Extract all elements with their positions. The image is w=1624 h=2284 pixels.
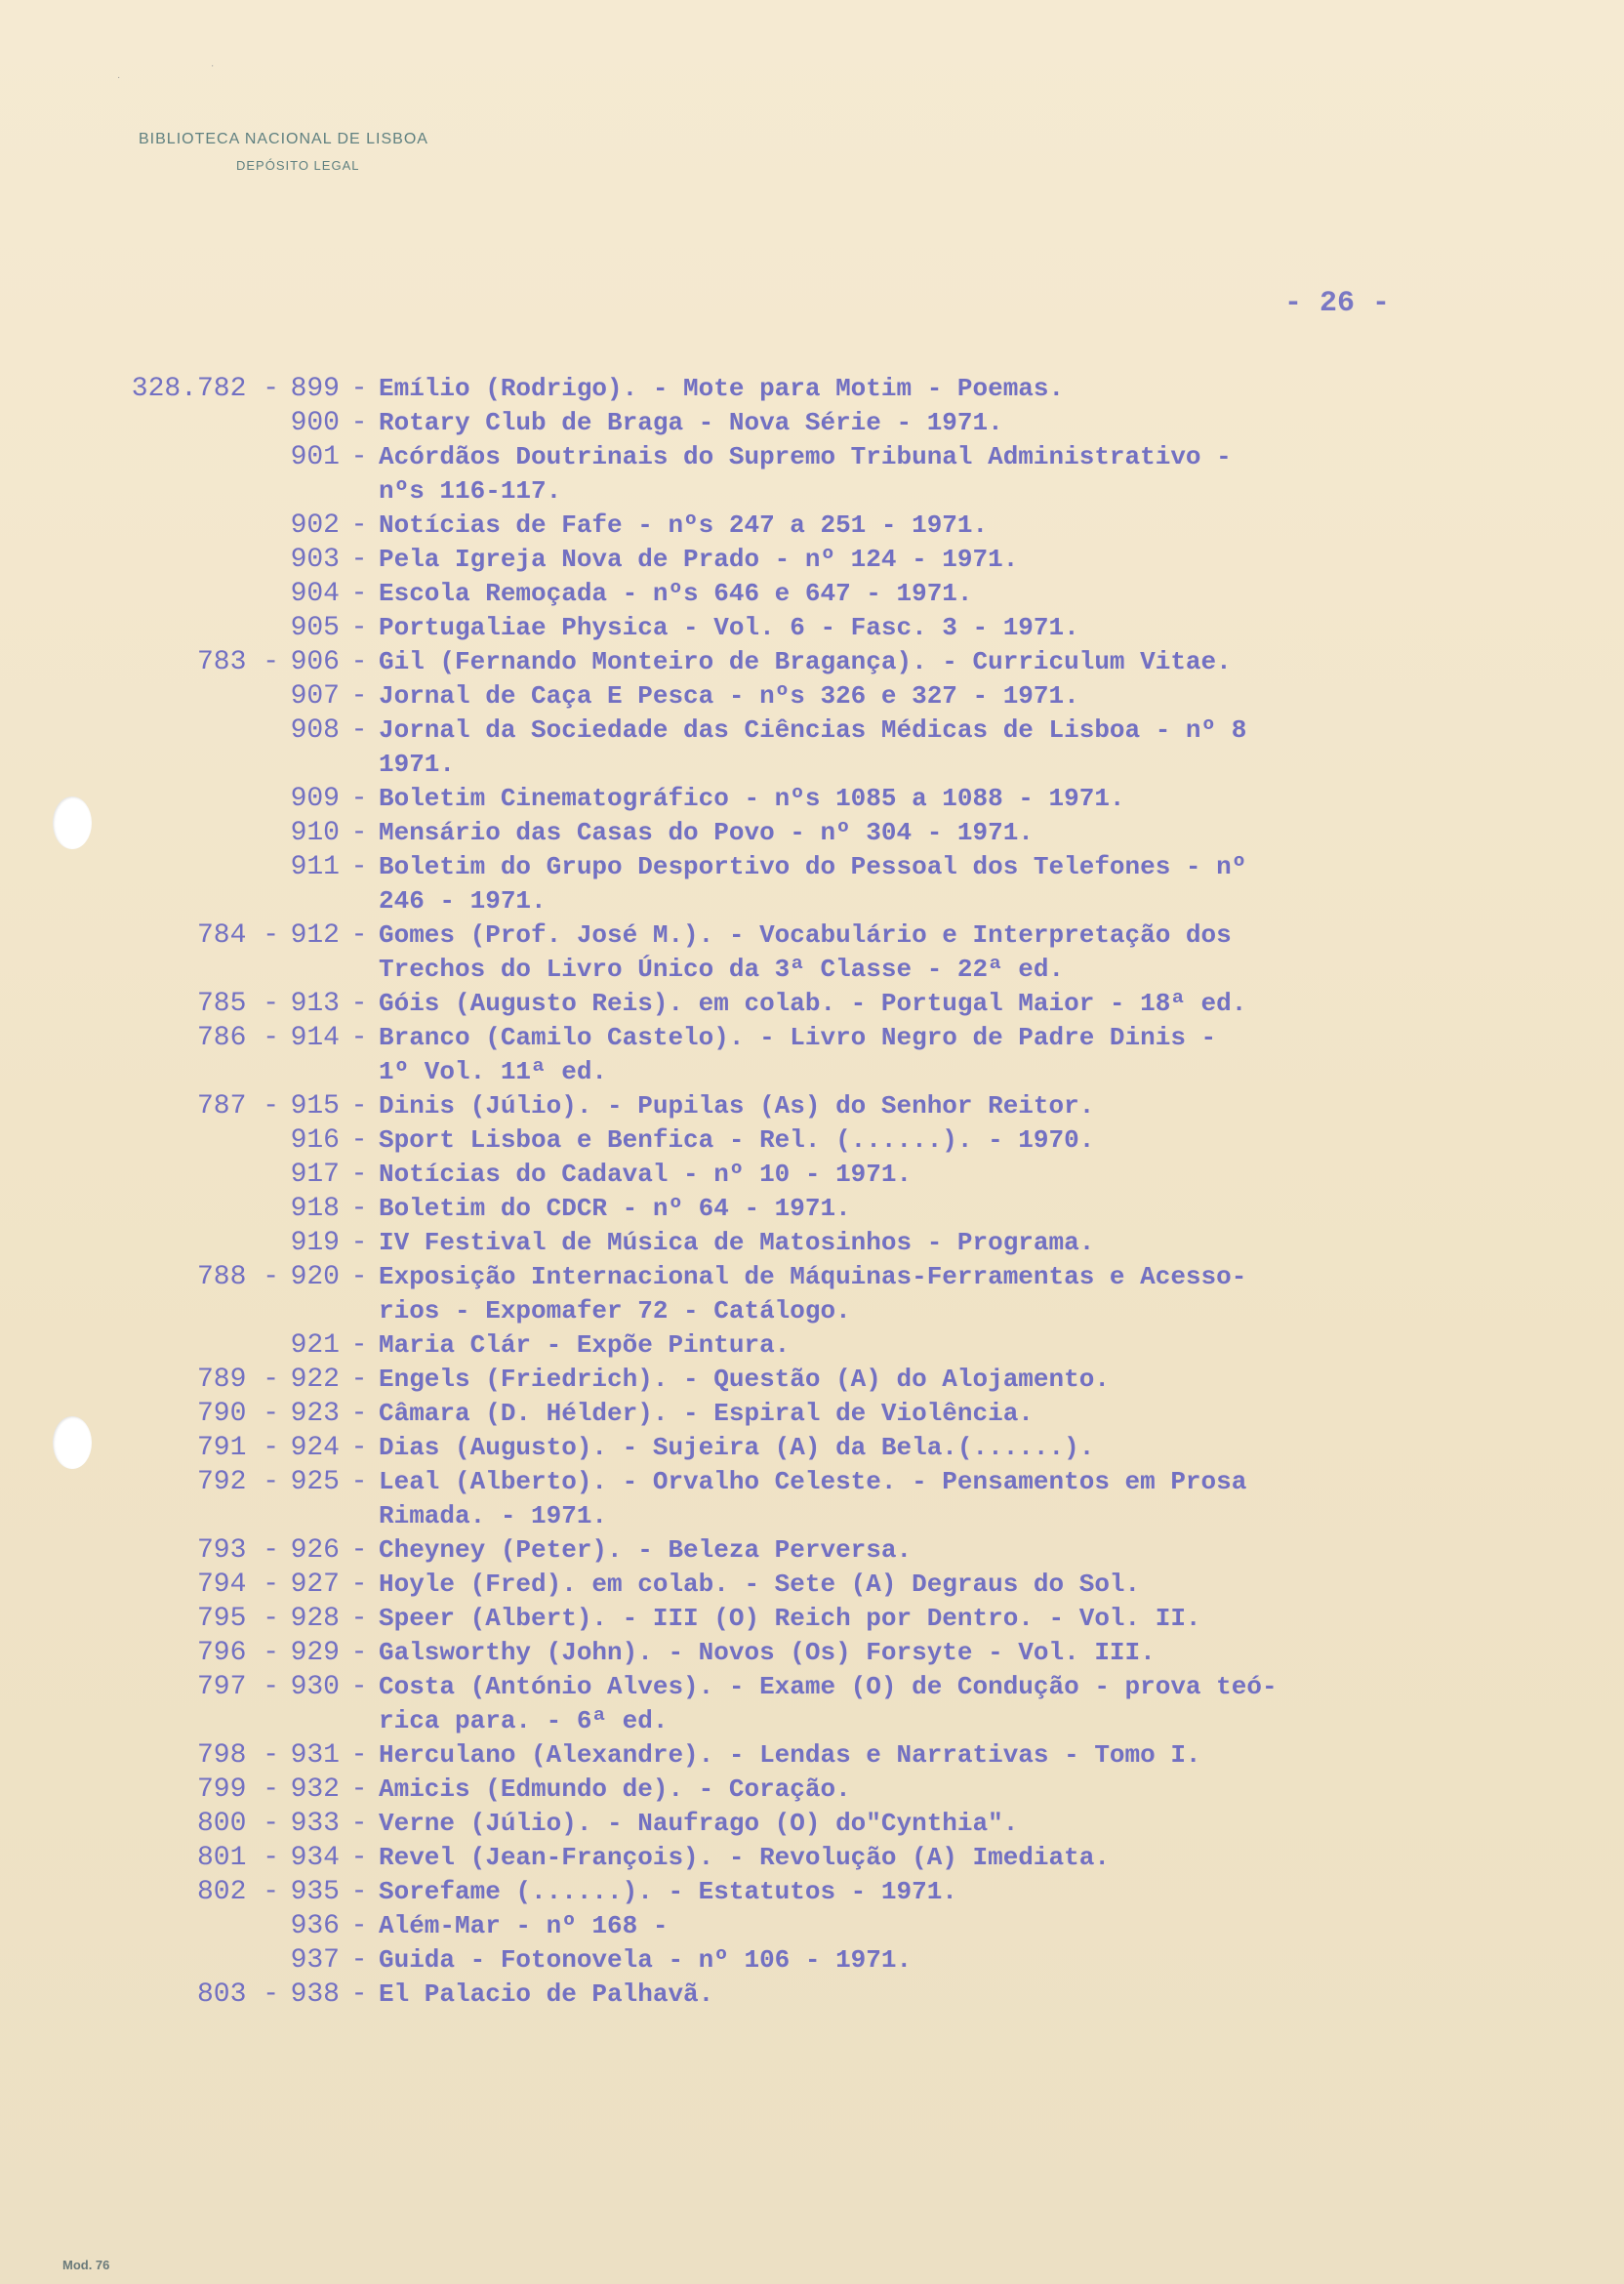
call-number: 789 - [196,1365,279,1395]
entry-number: 933 [290,1809,340,1839]
dash-separator: - [350,1433,368,1463]
dash-separator: - [350,1911,368,1941]
list-item [107,577,1571,611]
list-item [107,1738,1571,1773]
list-item [107,440,1571,509]
entry-text [379,1021,1501,1089]
dash-separator: - [350,1774,368,1805]
list-item [107,1978,1571,2012]
call-number: 797 - [196,1672,279,1702]
entry-text [379,816,1501,850]
entry-number: 910 [290,818,340,848]
entry-number: 929 [290,1638,340,1668]
entry-number: 932 [290,1774,340,1805]
entry-text [379,645,1501,679]
entry-line: 246 - 1971. [379,886,547,916]
dash-separator: - [350,920,368,951]
entry-line: Portugaliae Physica - Vol. 6 - Fasc. 3 - 1971. [379,613,1079,642]
list-item [107,645,1571,679]
entry-text [379,1909,1501,1943]
entry-number: 901 [290,442,340,472]
list-item [107,782,1571,816]
entry-line: Rotary Club de Braga - Nova Série - 1971. [379,408,1003,437]
entry-number: 903 [290,545,340,575]
entry-number: 920 [290,1262,340,1292]
entry-number: 931 [290,1740,340,1771]
dash-separator: - [350,1740,368,1771]
entry-line: Notícias do Cadaval - nº 10 - 1971. [379,1160,913,1189]
dash-separator: - [350,784,368,814]
dash-separator: - [350,818,368,848]
entry-line: Mensário das Casas do Povo - nº 304 - 1971. [379,818,1034,847]
list-item [107,372,1571,406]
entry-number: 915 [290,1091,340,1122]
entry-text [379,918,1501,987]
call-number: 802 - [196,1877,279,1907]
call-number: 783 - [196,647,279,677]
entry-number: 924 [290,1433,340,1463]
entry-line: Emílio (Rodrigo). - Mote para Motim - Poemas. [379,374,1065,403]
list-item [107,1773,1571,1807]
list-item [107,1158,1571,1192]
form-code: Mod. 76 [62,2258,110,2272]
call-number: 800 - [196,1809,279,1839]
call-number: 794 - [196,1570,279,1600]
entry-line: Guida - Fotonovela - nº 106 - 1971. [379,1945,913,1975]
dash-separator: - [350,579,368,609]
entry-number: 899 [290,374,340,404]
entry-text [379,679,1501,714]
list-item [107,1841,1571,1875]
deposit-listing [107,372,1571,2012]
entry-number: 909 [290,784,340,814]
entry-number: 913 [290,989,340,1019]
entry-number: 906 [290,647,340,677]
list-item [107,611,1571,645]
call-number: 787 - [196,1091,279,1122]
list-item [107,850,1571,918]
entry-line: Trechos do Livro Único da 3ª Classe - 22ª ed. [379,955,1065,984]
entry-line: Além-Mar - nº 168 - [379,1911,669,1940]
list-item [107,1328,1571,1363]
dash-separator: - [350,1365,368,1395]
entry-line: Amicis (Edmundo de). - Coração. [379,1774,851,1804]
entry-number: 927 [290,1570,340,1600]
letterhead [139,131,428,173]
entry-line: Galsworthy (John). - Novos (Os) Forsyte - Vol. III. [379,1638,1156,1667]
dash-separator: - [350,1160,368,1190]
entry-text [379,1568,1501,1602]
entry-text [379,1773,1501,1807]
dash-separator: - [350,1262,368,1292]
entry-number: 937 [290,1945,340,1976]
entry-number: 900 [290,408,340,438]
list-item [107,1192,1571,1226]
entry-number: 907 [290,681,340,712]
call-number: 803 - [196,1979,279,2010]
punch-hole-icon [53,796,92,849]
call-number: 328.782 - [131,374,279,404]
call-number: 784 - [196,920,279,951]
entry-number: 905 [290,613,340,643]
entry-text [379,1670,1501,1738]
list-item [107,918,1571,987]
entry-line: Góis (Augusto Reis). em colab. - Portugal Maior - 18ª ed. [379,989,1247,1018]
call-number: 796 - [196,1638,279,1668]
entry-line: Speer (Albert). - III (O) Reich por Dentro. - Vol. II. [379,1604,1201,1633]
entry-line: rios - Expomafer 72 - Catálogo. [379,1296,851,1326]
dash-separator: - [350,1877,368,1907]
entry-line: Engels (Friedrich). - Questão (A) do Alojamento. [379,1365,1110,1394]
dash-separator: - [350,1399,368,1429]
entry-text [379,406,1501,440]
entry-line: Jornal da Sociedade das Ciências Médicas de Lisboa - nº 8 [379,715,1247,745]
entry-text [379,1226,1501,1260]
dash-separator: - [350,989,368,1019]
entry-text [379,1431,1501,1465]
entry-number: 908 [290,715,340,746]
dash-separator: - [350,1979,368,2010]
entry-text [379,543,1501,577]
dash-separator: - [350,613,368,643]
entry-number: 918 [290,1194,340,1224]
entry-number: 923 [290,1399,340,1429]
call-number: 798 - [196,1740,279,1771]
dash-separator: - [350,1638,368,1668]
list-item [107,509,1571,543]
dash-separator: - [350,647,368,677]
dash-separator: - [350,1091,368,1122]
list-item [107,406,1571,440]
dash-separator: - [350,1467,368,1497]
entry-text [379,1465,1501,1533]
list-item [107,1875,1571,1909]
entry-line: IV Festival de Música de Matosinhos - Programa. [379,1228,1095,1257]
entry-text [379,1123,1501,1158]
call-number: 799 - [196,1774,279,1805]
dash-separator: - [350,1228,368,1258]
call-number: 786 - [196,1023,279,1053]
entry-line: Câmara (D. Hélder). - Espiral de Violência. [379,1399,1034,1428]
entry-line: rica para. - 6ª ed. [379,1706,669,1735]
entry-line: Hoyle (Fred). em colab. - Sete (A) Degraus do Sol. [379,1570,1141,1599]
dash-separator: - [350,852,368,882]
list-item [107,543,1571,577]
entry-number: 934 [290,1843,340,1873]
dash-separator: - [350,681,368,712]
dash-separator: - [350,1570,368,1600]
entry-text [379,611,1501,645]
list-item [107,1807,1571,1841]
entry-number: 925 [290,1467,340,1497]
entry-text [379,782,1501,816]
paper-speck-icon: · [211,61,215,71]
dash-separator: - [350,1604,368,1634]
list-item [107,816,1571,850]
entry-number: 922 [290,1365,340,1395]
entry-text [379,987,1501,1021]
entry-number: 935 [290,1877,340,1907]
entry-line: Branco (Camilo Castelo). - Livro Negro de Padre Dinis - [379,1023,1217,1052]
page-number: - 26 - [1284,287,1391,320]
entry-line: 1º Vol. 11ª ed. [379,1057,608,1086]
entry-text [379,1841,1501,1875]
entry-line: nºs 116-117. [379,476,562,506]
entry-line: Leal (Alberto). - Orvalho Celeste. - Pensamentos em Prosa [379,1467,1247,1496]
list-item [107,1021,1571,1089]
call-number: 790 - [196,1399,279,1429]
entry-text [379,1636,1501,1670]
dash-separator: - [350,442,368,472]
call-number: 791 - [196,1433,279,1463]
entry-number: 928 [290,1604,340,1634]
dash-separator: - [350,1809,368,1839]
entry-line: Maria Clár - Expõe Pintura. [379,1330,791,1360]
list-item [107,679,1571,714]
entry-line: Herculano (Alexandre). - Lendas e Narrativas - Tomo I. [379,1740,1201,1770]
dash-separator: - [350,1535,368,1566]
entry-line: Rimada. - 1971. [379,1501,608,1530]
entry-number: 916 [290,1125,340,1156]
entry-number: 917 [290,1160,340,1190]
call-number: 793 - [196,1535,279,1566]
punch-hole-icon [53,1416,92,1469]
entry-number: 930 [290,1672,340,1702]
entry-line: El Palacio de Palhavã. [379,1979,714,2009]
entry-text [379,1533,1501,1568]
list-item [107,1397,1571,1431]
paper-speck-icon: · [117,72,121,83]
entry-text [379,1363,1501,1397]
entry-line: Acórdãos Doutrinais do Supremo Tribunal Administrativo - [379,442,1232,471]
entry-text [379,509,1501,543]
list-item [107,1089,1571,1123]
entry-text [379,714,1501,782]
entry-number: 911 [290,852,340,882]
dash-separator: - [350,1330,368,1361]
list-item [107,1568,1571,1602]
department-name: DEPÓSITO LEGAL [236,158,360,173]
dash-separator: - [350,1023,368,1053]
entry-line: Sorefame (......). - Estatutos - 1971. [379,1877,957,1906]
entry-number: 914 [290,1023,340,1053]
entry-line: Gil (Fernando Monteiro de Bragança). - Curriculum Vitae. [379,647,1232,676]
institution-name: BIBLIOTECA NACIONAL DE LISBOA [139,131,428,147]
dash-separator: - [350,1945,368,1976]
entry-line: Verne (Júlio). - Naufrago (O) do"Cynthia". [379,1809,1019,1838]
entry-number: 936 [290,1911,340,1941]
entry-line: Dias (Augusto). - Sujeira (A) da Bela.(......). [379,1433,1095,1462]
entry-text [379,1397,1501,1431]
dash-separator: - [350,715,368,746]
entry-number: 902 [290,510,340,541]
call-number: 788 - [196,1262,279,1292]
dash-separator: - [350,545,368,575]
call-number: 785 - [196,989,279,1019]
dash-separator: - [350,1843,368,1873]
entry-text [379,1807,1501,1841]
entry-number: 919 [290,1228,340,1258]
entry-line: Dinis (Júlio). - Pupilas (As) do Senhor Reitor. [379,1091,1095,1121]
entry-number: 926 [290,1535,340,1566]
entry-text [379,850,1501,918]
entry-text [379,1328,1501,1363]
entry-text [379,1978,1501,2012]
entry-text [379,1089,1501,1123]
dash-separator: - [350,1672,368,1702]
entry-text [379,1738,1501,1773]
dash-separator: - [350,1194,368,1224]
list-item [107,1909,1571,1943]
dash-separator: - [350,510,368,541]
list-item [107,1943,1571,1978]
list-item [107,1465,1571,1533]
list-item [107,1123,1571,1158]
dash-separator: - [350,408,368,438]
call-number: 792 - [196,1467,279,1497]
entry-text [379,1602,1501,1636]
list-item [107,1533,1571,1568]
entry-line: Boletim Cinematográfico - nºs 1085 a 1088 - 1971. [379,784,1125,813]
entry-line: Boletim do CDCR - nº 64 - 1971. [379,1194,851,1223]
list-item [107,1602,1571,1636]
entry-text [379,1192,1501,1226]
list-item [107,714,1571,782]
entry-line: Pela Igreja Nova de Prado - nº 124 - 1971. [379,545,1019,574]
entry-text [379,1943,1501,1978]
entry-line: Revel (Jean-François). - Revolução (A) Imediata. [379,1843,1110,1872]
entry-line: Exposição Internacional de Máquinas-Ferramentas e Acesso- [379,1262,1247,1291]
list-item [107,1670,1571,1738]
entry-text [379,372,1501,406]
entry-number: 921 [290,1330,340,1361]
entry-text [379,1875,1501,1909]
call-number: 801 - [196,1843,279,1873]
entry-number: 912 [290,920,340,951]
dash-separator: - [350,1125,368,1156]
entry-text [379,577,1501,611]
entry-line: Sport Lisboa e Benfica - Rel. (......). - 1970. [379,1125,1095,1155]
entry-line: Boletim do Grupo Desportivo do Pessoal dos Telefones - nº [379,852,1247,881]
list-item [107,1260,1571,1328]
entry-line: 1971. [379,750,456,779]
entry-text [379,1158,1501,1192]
entry-text [379,440,1501,509]
list-item [107,1431,1571,1465]
entry-line: Jornal de Caça E Pesca - nºs 326 e 327 - 1971. [379,681,1079,711]
entry-number: 904 [290,579,340,609]
entry-line: Cheyney (Peter). - Beleza Perversa. [379,1535,913,1565]
entry-text [379,1260,1501,1328]
entry-line: Gomes (Prof. José M.). - Vocabulário e Interpretação dos [379,920,1232,950]
list-item [107,987,1571,1021]
entry-line: Escola Remoçada - nºs 646 e 647 - 1971. [379,579,973,608]
list-item [107,1363,1571,1397]
entry-number: 938 [290,1979,340,2010]
entry-line: Costa (António Alves). - Exame (O) de Condução - prova teó- [379,1672,1278,1701]
entry-line: Notícias de Fafe - nºs 247 a 251 - 1971. [379,510,989,540]
call-number: 795 - [196,1604,279,1634]
dash-separator: - [350,374,368,404]
list-item [107,1226,1571,1260]
list-item [107,1636,1571,1670]
